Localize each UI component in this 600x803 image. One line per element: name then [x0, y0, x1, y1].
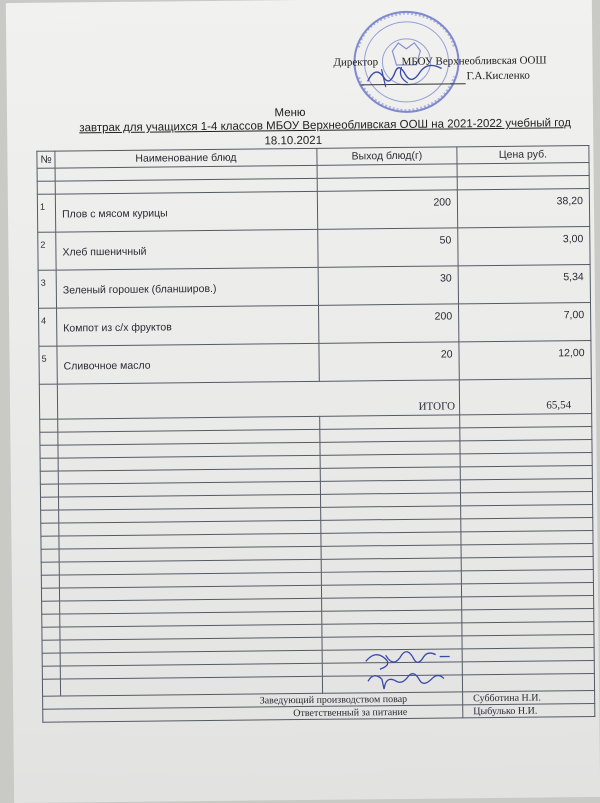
- cook-name: Субботина Н.И.: [463, 690, 595, 704]
- document-page: [6, 0, 600, 803]
- item-number: 4: [39, 308, 57, 346]
- column-header: Цена руб.: [457, 145, 589, 163]
- table-row: [39, 340, 591, 384]
- table-row: [38, 264, 590, 308]
- column-header: №: [37, 151, 55, 168]
- item-name: Хлеб пшеничный: [56, 229, 318, 270]
- director-name: Г.А.Кисленко: [466, 69, 530, 83]
- page-title: Меню: [274, 106, 306, 120]
- item-price: 12,00: [459, 340, 591, 379]
- item-qty: 20: [319, 342, 459, 381]
- director-label: Директор: [333, 56, 379, 69]
- item-name: Зеленый горошек (бланширов.): [56, 267, 318, 308]
- total-row: [39, 378, 591, 419]
- menu-table: [36, 145, 595, 723]
- menu-date: 18.10.2021: [264, 134, 323, 148]
- table-row: [39, 302, 591, 346]
- table-row: [37, 188, 589, 232]
- total-label: ИТОГО: [57, 380, 459, 419]
- item-number: 1: [37, 194, 55, 232]
- item-number: 5: [39, 346, 57, 384]
- nutrition-role: Ответственный за питание: [43, 705, 463, 722]
- nutrition-name: Цыбулько Н.И.: [463, 703, 595, 717]
- table-row: [38, 226, 590, 270]
- handwritten-signatures: [358, 646, 453, 695]
- item-price: 5,34: [458, 264, 590, 303]
- item-qty: 50: [318, 228, 458, 267]
- item-name: Сливочное масло: [57, 343, 319, 384]
- item-name: Плов с мясом курицы: [55, 191, 317, 232]
- item-number: 2: [38, 232, 56, 270]
- item-name: Компот из с/х фруктов: [57, 305, 319, 346]
- item-qty: 200: [317, 190, 457, 229]
- director-signature: [361, 60, 451, 91]
- item-qty: 200: [319, 304, 459, 343]
- item-price: 38,20: [457, 188, 589, 227]
- menu-subtitle: завтрак для учащихся 1-4 классов МБОУ Верхнеобливская ООШ на 2021-2022 учебный год: [79, 117, 572, 135]
- school-name: МБОУ Верхнеобливская ООШ: [401, 54, 547, 68]
- total-value: 65,54: [459, 378, 591, 414]
- cook-role: Заведующий производством повар: [43, 692, 463, 709]
- column-header: Наименование блюд: [55, 148, 317, 168]
- item-price: 3,00: [458, 226, 590, 265]
- column-header: Выход блюд(г): [317, 147, 457, 165]
- item-qty: 30: [318, 266, 458, 305]
- item-number: 3: [38, 270, 56, 308]
- item-price: 7,00: [459, 302, 591, 341]
